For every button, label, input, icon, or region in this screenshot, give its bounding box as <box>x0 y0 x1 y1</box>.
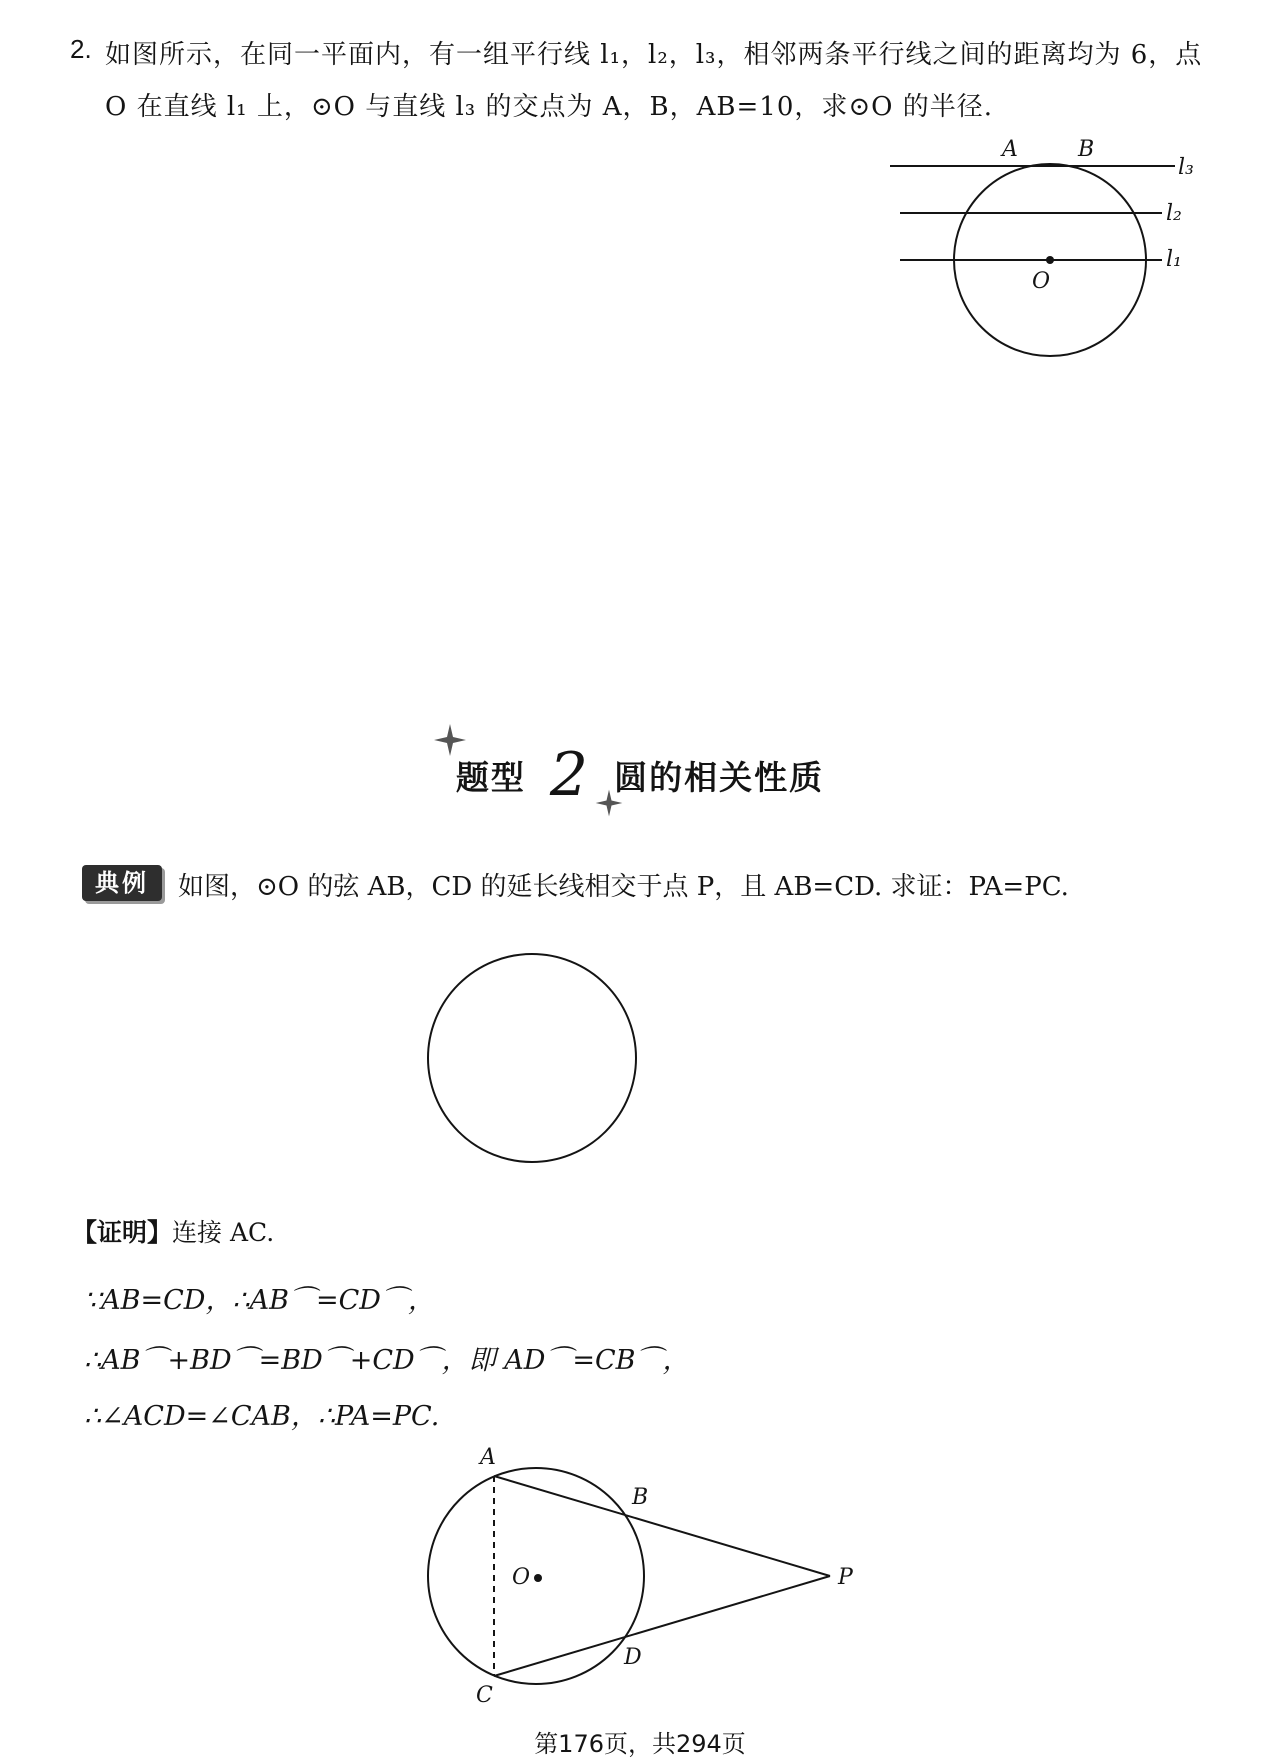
proof-intro: 连接 AC. <box>172 1218 275 1247</box>
label-a: A <box>480 1445 496 1470</box>
section-number: 2 <box>549 740 591 810</box>
label-l2: l₂ <box>1166 201 1182 226</box>
page-footer: 第176页，共294页 <box>534 1730 746 1758</box>
line-cp <box>494 1576 830 1676</box>
label-l3: l₃ <box>1178 155 1194 180</box>
label-d: D <box>624 1645 642 1670</box>
parallel-lines-figure <box>880 130 1200 370</box>
center-point <box>534 1574 542 1582</box>
label-c: C <box>476 1683 493 1708</box>
label-a: A <box>1002 137 1018 162</box>
proof-line-2: ∴AB⌒+BD⌒=BD⌒+CD⌒，即 AD⌒=CB⌒， <box>84 1345 690 1376</box>
line-ap <box>494 1476 830 1576</box>
proof-line-3: ∴∠ACD=∠CAB，∴PA=PC. <box>84 1401 440 1432</box>
circle-o <box>428 954 636 1162</box>
problem-text-line-1: 如图所示，在同一平面内，有一组平行线 l₁，l₂，l₃，相邻两条平行线之间的距离均为 6，点 <box>105 40 1203 70</box>
chords-figure-with-ac <box>420 1440 870 1710</box>
label-o: O <box>1032 269 1051 294</box>
label-o: O <box>512 1565 531 1590</box>
label-l1: l₁ <box>1166 247 1182 272</box>
label-p: P <box>838 1565 853 1590</box>
chords-figure <box>420 930 870 1190</box>
example-text: 如图，⊙O 的弦 AB，CD 的延长线相交于点 P，且 AB=CD. 求证：PA=PC. <box>178 872 1069 902</box>
problem-text-line-2: O 在直线 l₁ 上，⊙O 与直线 l₃ 的交点为 A，B，AB=10，求⊙O 的半径. <box>105 92 994 122</box>
example-badge: 典例 <box>82 865 162 901</box>
section-title <box>0 740 1280 810</box>
proof-heading <box>72 1213 274 1249</box>
problem-number: 2. <box>70 34 92 64</box>
label-b: B <box>1078 137 1095 162</box>
proof-line-1: ∵AB=CD，∴AB⌒=CD⌒， <box>84 1285 435 1316</box>
proof-label: 【证明】 <box>72 1218 173 1247</box>
section-name: 圆的相关性质 <box>614 758 825 797</box>
section-prefix: 题型 <box>455 758 526 797</box>
center-point <box>1046 256 1054 264</box>
label-b: B <box>632 1485 649 1510</box>
